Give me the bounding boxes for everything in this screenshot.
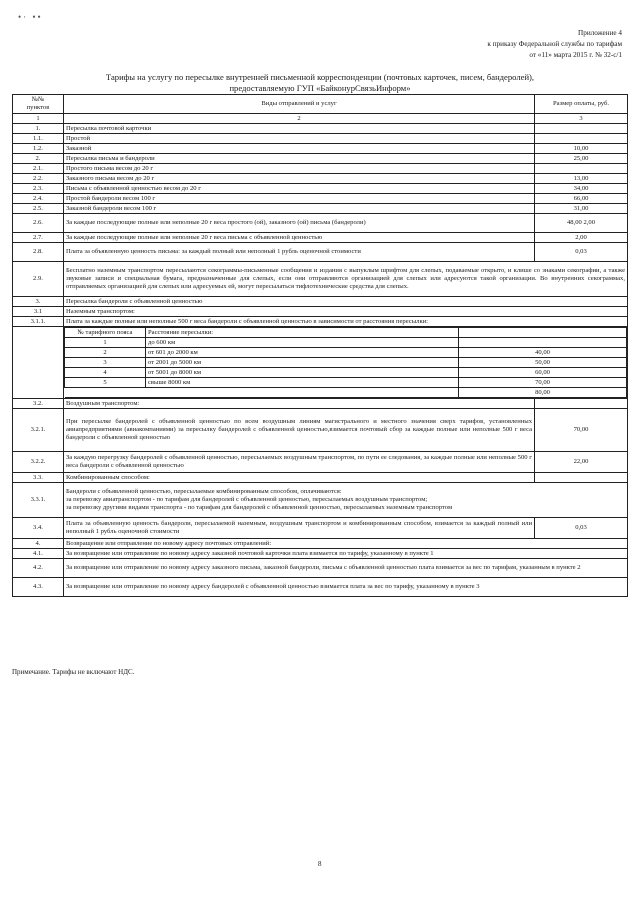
table-row	[13, 134, 628, 144]
zones-spacer	[13, 327, 64, 399]
row-3-3-1-line-1: Бандероли с объявленной ценностью, пересылаемые комбинированным способом, оплачиваются:	[66, 488, 342, 495]
row-number: 2.4.	[13, 194, 64, 204]
row-4	[13, 539, 628, 549]
row-description: Простой бандероли весом 100 г	[64, 194, 535, 204]
table-row	[13, 297, 628, 307]
row-number: 3.4.	[13, 518, 64, 539]
rows-section-3	[13, 297, 628, 327]
row-value: 2,00	[535, 233, 628, 243]
zones-header-distance: Расстояние пересылки:	[146, 328, 459, 338]
header-number	[13, 95, 64, 114]
row-number: 2.1.	[13, 164, 64, 174]
row-description: За каждые последующие полные или неполные 20 г веса простого (ой), заказного (ой) письма (бандероли)	[64, 214, 535, 233]
zones-body	[65, 338, 627, 388]
appendix-block	[432, 28, 622, 61]
row-number: 4.	[13, 539, 64, 549]
title-line-1: Тарифы на услугу по пересылке внутренней письменной корреспонденции (почтовых карточек, писем, бандеролей),	[105, 72, 535, 82]
row-description: Пересылка почтовой карточки	[64, 124, 535, 134]
row-number: 3.1	[13, 307, 64, 317]
zone-number: 5	[65, 378, 146, 388]
row-number: 4.3.	[13, 578, 64, 597]
table-row	[13, 243, 628, 262]
row-description: За возвращение или отправление по новому адресу бандеролей с объявленной ценностью взимается плата за вес по тарифу, указанному в пункте 3	[64, 578, 628, 597]
scan-marks: •· ••	[18, 12, 43, 22]
row-2-9	[13, 262, 628, 297]
zone-distance: от 601 до 2000 км	[146, 348, 459, 358]
table-row	[13, 214, 628, 233]
row-description: За возвращение или отправление по новому адресу заказной почтовой карточки плата взимается по тарифу, указанному в пункте 1	[64, 549, 628, 559]
zones-header-value	[459, 328, 627, 338]
row-value: 31,00	[535, 204, 628, 214]
zones-last-value: 80,00	[459, 388, 627, 398]
zones-last-spacer	[65, 388, 459, 398]
row-description: Плата за объявленную ценность бандероли, пересылаемой наземным, воздушным транспортом и комбинированным способом, взимается за каждый полный или неполный 1 рубль оценочной стоимости	[64, 518, 535, 539]
column-numbers-row	[13, 114, 628, 124]
header-number-a: №№	[31, 96, 45, 103]
zone-number: 1	[65, 338, 146, 348]
header-number-b: пунктов	[26, 104, 50, 111]
row-value: 13,00	[535, 174, 628, 184]
table-row	[13, 184, 628, 194]
zone-distance: от 5001 до 8000 км	[146, 368, 459, 378]
appendix-line-2: к приказу Федеральной службы по тарифам	[487, 40, 622, 48]
row-3-2	[13, 399, 628, 409]
row-3-4	[13, 518, 628, 539]
row-description: Пересылка бандероли с объявленной ценностью	[64, 297, 628, 307]
header-payment: Размер оплаты, руб.	[535, 95, 628, 114]
zone-number: 3	[65, 358, 146, 368]
row-4-2	[13, 559, 628, 578]
zone-value: 60,00	[459, 368, 627, 378]
row-value: 34,00	[535, 184, 628, 194]
row-number: 2.2.	[13, 174, 64, 184]
page-number: 8	[318, 860, 322, 868]
zone-value	[459, 338, 627, 348]
table-row	[13, 317, 628, 327]
row-number: 3.3.1.	[13, 483, 64, 518]
row-number: 3.	[13, 297, 64, 307]
row-3-3-1-line-2: за перевозку авиатранспортом - по тарифам для бандеролей с объявленной ценностью, пересылаемых воздушным транспортом;	[66, 496, 428, 503]
zone-row	[65, 368, 627, 378]
row-value: 0,03	[535, 243, 628, 262]
row-description: Плата за объявленную ценность письма: за каждый полный или неполный 1 рубль оценочной стоимости	[64, 243, 535, 262]
zone-number: 2	[65, 348, 146, 358]
row-number: 2.7.	[13, 233, 64, 243]
row-value	[535, 134, 628, 144]
row-4-3	[13, 578, 628, 597]
row-number: 4.2.	[13, 559, 64, 578]
document-title	[40, 72, 600, 94]
zones-header-zone: № тарифного пояса	[65, 328, 146, 338]
rows-section-1-2	[13, 124, 628, 262]
row-value	[535, 399, 628, 409]
row-description: Простого письма весом до 20 г	[64, 164, 535, 174]
row-description: При пересылке бандеролей с объявленной ценностью по всем воздушным линиям магистрального и местного значения сверх тарифов, установленных авиапредприятиями (авиакомпаниями) за пересылку бандеролей с объявленной ценностью,взимается почтовый сбор за каждые полные или неполные 500 г веса бандероли с объявленной ценностью	[64, 409, 535, 452]
row-3-2-2	[13, 452, 628, 473]
row-description: Простой	[64, 134, 535, 144]
row-value: 0,03	[535, 518, 628, 539]
table-row	[13, 307, 628, 317]
row-description: Пересылка письма и бандероли	[64, 154, 535, 164]
row-number: 4.1.	[13, 549, 64, 559]
row-value: 22,00	[535, 452, 628, 473]
row-description: За каждую перегрузку бандеролей с объявленной ценностью, пересылаемых воздушным транспортом, по пути ее следования, за каждые полные или неполные 500 г веса бандероли с объявленной ценностью	[64, 452, 535, 473]
tariff-table	[12, 94, 628, 597]
table-row	[13, 204, 628, 214]
zones-row	[13, 327, 628, 399]
row-number: 3.2.2.	[13, 452, 64, 473]
table-row	[13, 154, 628, 164]
zone-distance: свыше 8000 км	[146, 378, 459, 388]
row-value	[535, 164, 628, 174]
table-row	[13, 164, 628, 174]
row-value	[535, 473, 628, 483]
table-row	[13, 124, 628, 134]
row-description: Письма с объявленной ценностью весом до 20 г	[64, 184, 535, 194]
row-number: 1.2.	[13, 144, 64, 154]
row-value: 48,00 2,00	[535, 214, 628, 233]
footnote: Примечание. Тарифы не включают НДС.	[12, 668, 135, 676]
zone-value: 40,00	[459, 348, 627, 358]
row-3-3-1-line-3: за перевозку другими видами транспорта - по тарифам для бандеролей с объявленной ценностью, пересылаемых наземным транспортом	[66, 504, 453, 511]
row-description: Заказной	[64, 144, 535, 154]
header-row	[13, 95, 628, 114]
row-value: 25,00	[535, 154, 628, 164]
zone-value: 70,00	[459, 378, 627, 388]
zone-distance: от 2001 до 5000 км	[146, 358, 459, 368]
row-description: Возвращение или отправление по новому адресу почтовых отправлений:	[64, 539, 628, 549]
row-4-1	[13, 549, 628, 559]
zone-distance: до 600 км	[146, 338, 459, 348]
row-number: 2.6.	[13, 214, 64, 233]
colnum-3: 3	[535, 114, 628, 124]
row-number: 2.3.	[13, 184, 64, 194]
row-number: 1.1.	[13, 134, 64, 144]
row-3-3	[13, 473, 628, 483]
zones-table	[64, 327, 627, 398]
row-value	[535, 124, 628, 134]
colnum-2: 2	[64, 114, 535, 124]
row-description: Воздушным транспортом:	[64, 399, 535, 409]
zones-last	[65, 388, 627, 398]
zone-row	[65, 338, 627, 348]
header-services: Виды отправлений и услуг	[64, 95, 535, 114]
row-description: За каждые последующие полные или неполные 20 г веса письма с объявленной ценностью	[64, 233, 535, 243]
table-row	[13, 144, 628, 154]
row-description: Бесплатно наземным транспортом пересылаются секограммы-письменные сообщения и издания с выпуклым шрифтом для слепых, подаваемые открыто, и клише со знаками секографии, а также звуковые записи и специальная бумага, предназначенные для слепых, если они отправляются организацией для слепых или адресуются такой организации. Во внутренних секограммах, отправляемых организацией для слепых или адресуемых ей, могут пересылаться тифлотехнические средства для слепых.	[64, 262, 628, 297]
zones-header	[65, 328, 627, 338]
row-description: Комбинированным способом:	[64, 473, 535, 483]
zone-value: 50,00	[459, 358, 627, 368]
row-number: 3.1.1.	[13, 317, 64, 327]
row-number: 1.	[13, 124, 64, 134]
row-value: 70,00	[535, 409, 628, 452]
table-row	[13, 174, 628, 184]
row-number: 3.3.	[13, 473, 64, 483]
zone-row	[65, 378, 627, 388]
row-3-2-1	[13, 409, 628, 452]
row-description	[64, 483, 628, 518]
row-value: 10,00	[535, 144, 628, 154]
row-3-3-1	[13, 483, 628, 518]
row-description: Заказного письма весом до 20 г	[64, 174, 535, 184]
row-number: 3.2.1.	[13, 409, 64, 452]
zone-row	[65, 348, 627, 358]
colnum-1: 1	[13, 114, 64, 124]
table-row	[13, 194, 628, 204]
row-value: 66,00	[535, 194, 628, 204]
row-number: 2.	[13, 154, 64, 164]
zone-number: 4	[65, 368, 146, 378]
appendix-line-3: от «11» марта 2015 г. № 32-с/1	[529, 51, 622, 59]
row-description: За возвращение или отправление по новому адресу заказного письма, заказной бандероли, письма с объявленной ценностью плата взимается за вес по тарифам, указанным в пункте 2	[64, 559, 628, 578]
title-line-2: предоставляемую ГУП «БайконурСвязьИнформ»	[229, 83, 411, 93]
zones-cell	[64, 327, 628, 399]
row-description: Плата за каждые полные или неполные 500 г веса бандероли с объявленной ценностью в зависимости от расстояния пересылки:	[64, 317, 628, 327]
table-row	[13, 233, 628, 243]
row-number: 2.9.	[13, 262, 64, 297]
row-number: 2.8.	[13, 243, 64, 262]
row-description: Наземным транспортом:	[64, 307, 628, 317]
row-number: 2.5.	[13, 204, 64, 214]
row-number: 3.2.	[13, 399, 64, 409]
row-description: Заказной бандероли весом 100 г	[64, 204, 535, 214]
appendix-line-1: Приложение 4	[578, 29, 622, 37]
zone-row	[65, 358, 627, 368]
